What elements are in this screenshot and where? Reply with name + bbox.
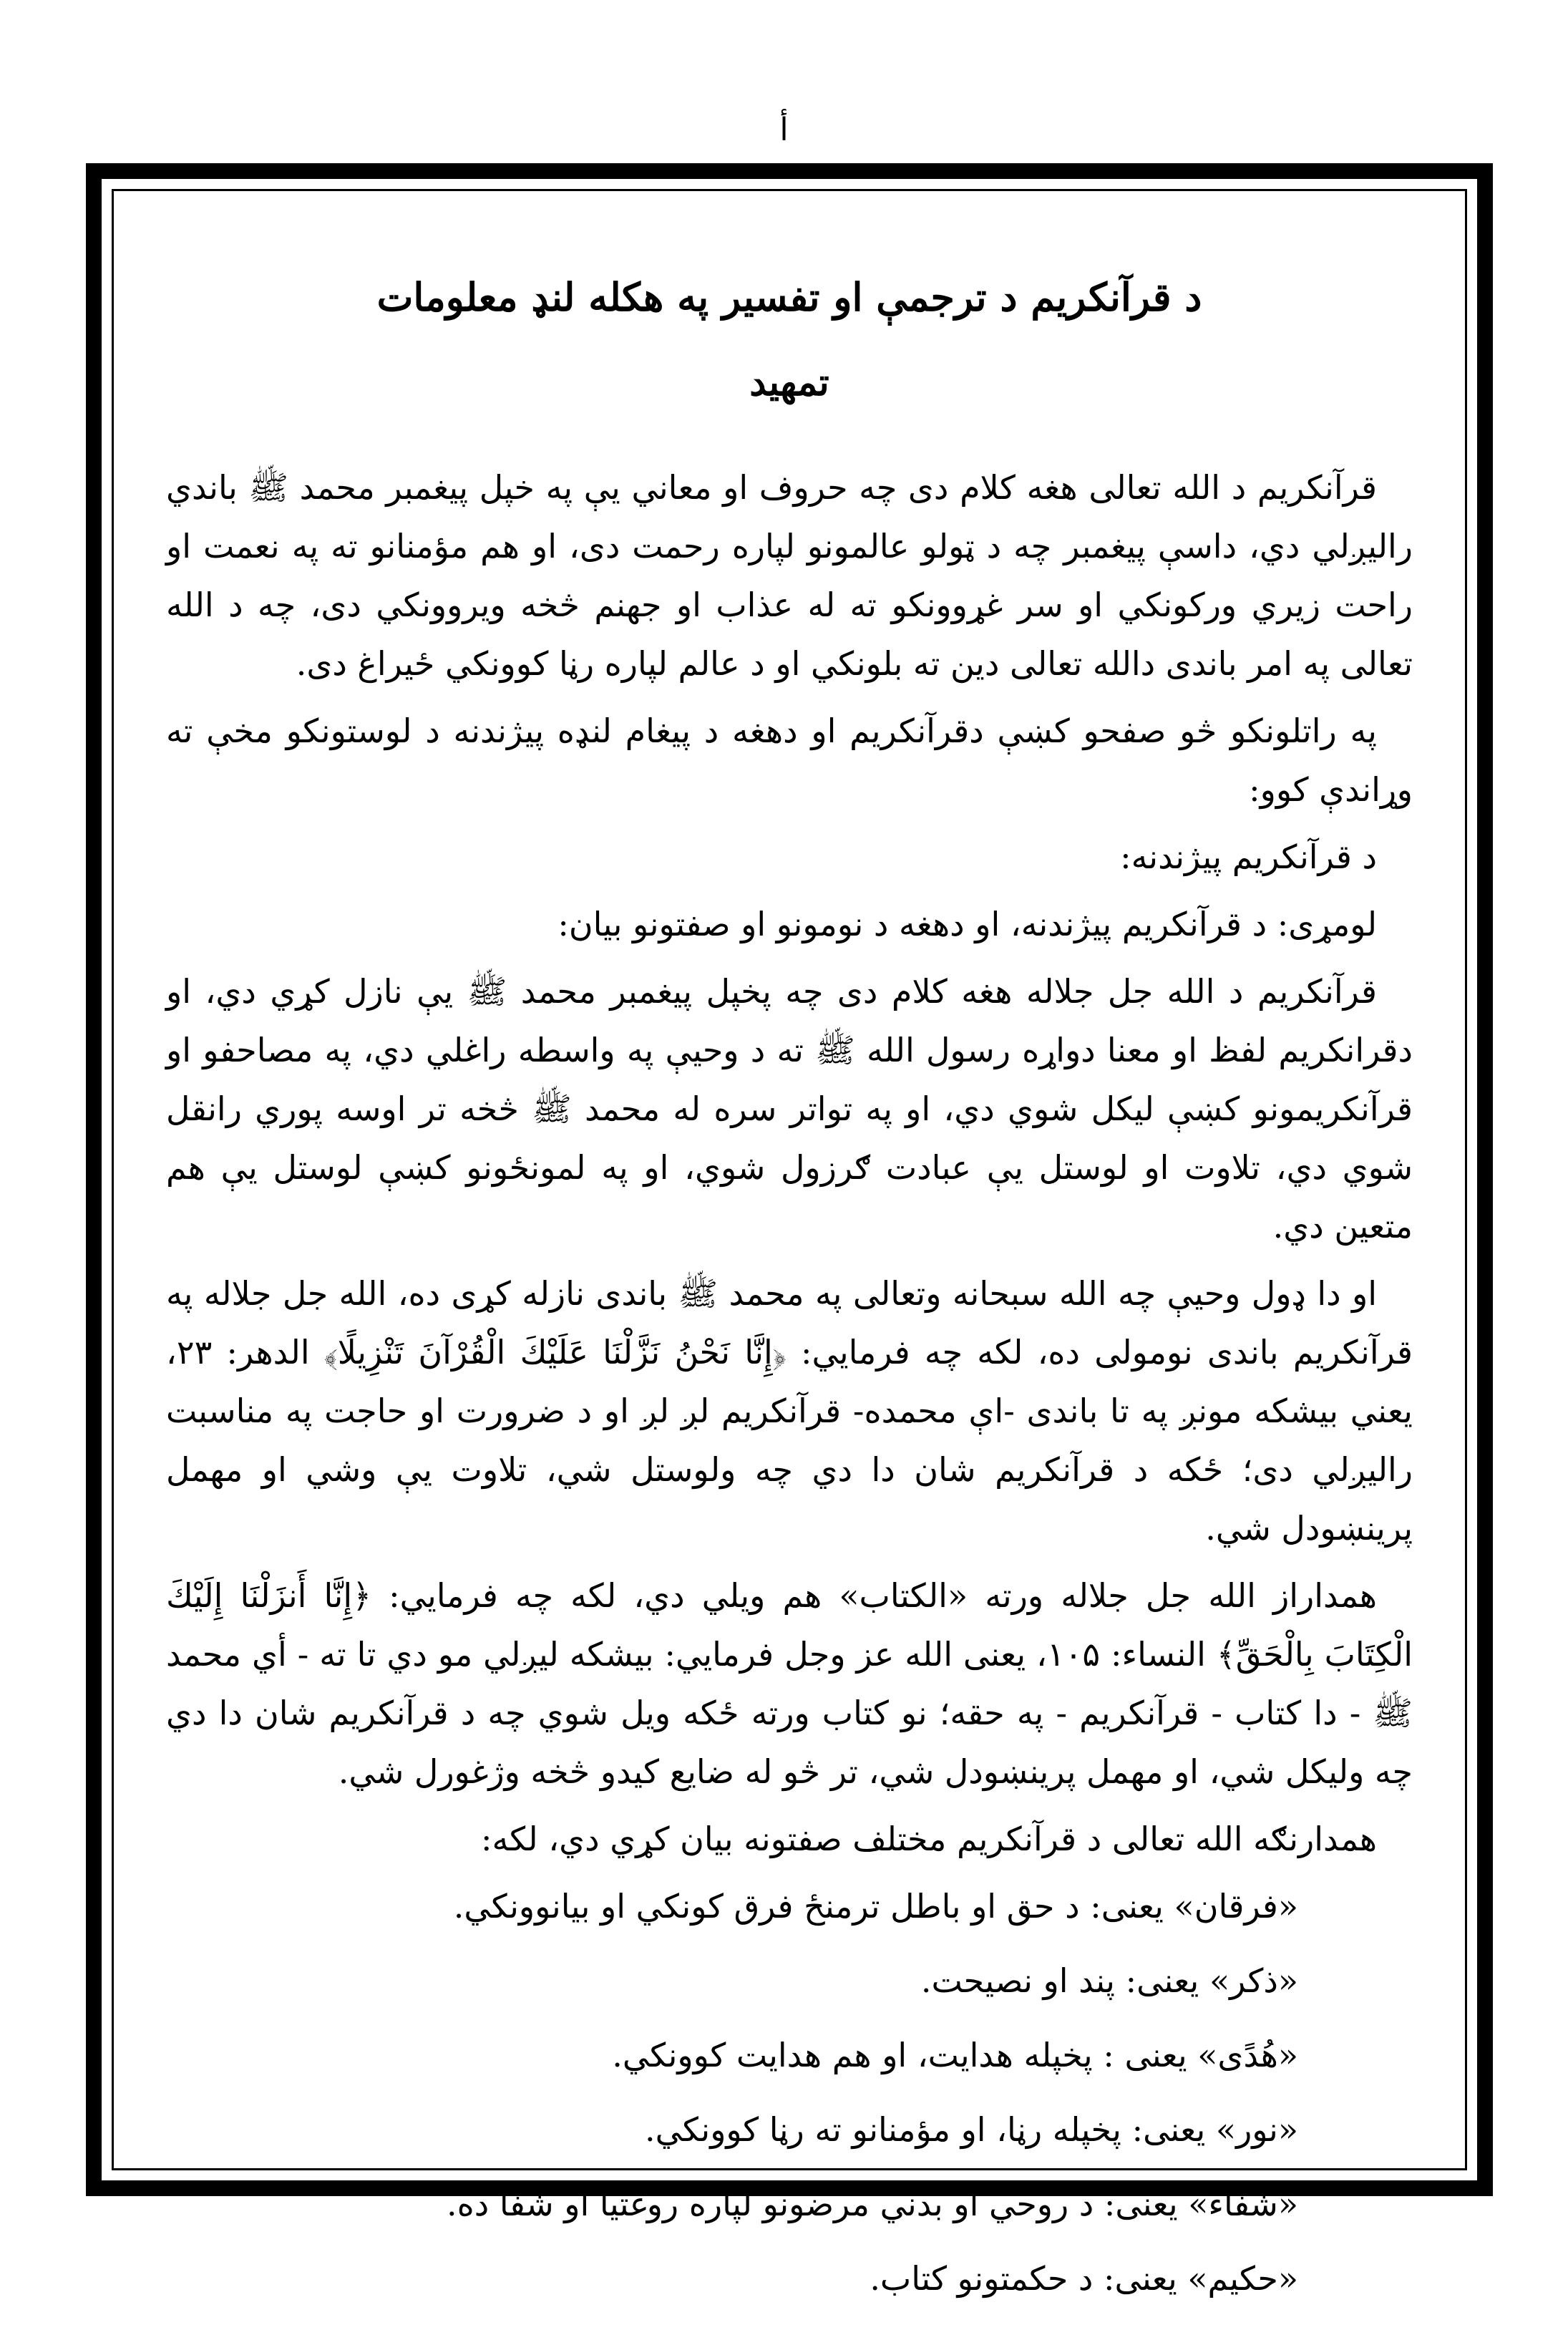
section-heading: تمهید: [749, 361, 829, 404]
kitab-paragraph: همداراز الله جل جلاله ورته «الکتاب» هم ویلي دي، لکه چه فرمایي: ﴿إِنَّا أَنزَلْنَا إِلَيْكَ الْكِتَابَ بِالْحَقِّ﴾ النساء: ۱۰۵، یعنی الله عز وجل فرمایي: بیشکه لیږلي مو دي تا ته - أي محمد ﷺ - دا کتاب - قرآنکریم - په حقه؛ نو کتاب ورته ځکه ویل شوي چه د قرآنکریم شان دا دي چه ولیکل شي، او مهمل پرینښودل شي، تر څو له ضایع کیدو څخه وژغورل شي.: [166, 1576, 1413, 1791]
list-item: «ذکر» یعنی: پند او نصیحت.: [920, 1961, 1298, 2000]
document-title: د قرآنکریم د ترجمې او تفسیر په هکله لنډ معلومات: [376, 274, 1202, 320]
document-body: [166, 265, 1413, 2298]
list-item: «نور» یعنی: پخپله رڼا، او مؤمنانو ته رڼا کوونکي.: [645, 2110, 1298, 2149]
naming-paragraph: او دا ډول وحیې چه الله سبحانه وتعالی په محمد ﷺ باندی نازله کړی ده، الله جل جلاله په قرآنکریم باندی نومولی ده، لکه چه فرمایي: ﴿إِنَّا نَحْنُ نَزَّلْنَا عَلَيْكَ الْقُرْآنَ تَنْزِيلًا﴾ الدهر: ۲۳، یعني بیشکه مونږ په تا باندی -اې محمده- قرآنکریم لږ لږ او د ضرورت او حاجت په مناسبت رالیږلي دی؛ ځکه د قرآنکریم شان دا دي چه ولوستل شي، تلاوت یې وشي او مهمل پرینښودل شي.: [166, 1274, 1413, 1548]
subsection-heading-first: لومړی: د قرآنکریم پیژندنه، او دهغه د نومونو او صفتونو بیان:: [557, 905, 1377, 943]
definition-paragraph: قرآنکریم د الله جل جلاله هغه کلام دی چه پخپل پیغمبر محمد ﷺ یې نازل کړي دي، او دقرانکریم لفظ او معنا دواړه رسول الله ﷺ ته د وحیې په واسطه راغلي دي، په مصاحفو او قرآنکریمونو کښې لیکل شوي دي، او په تواتر سره له محمد ﷺ څخه تر اوسه پوري رانقل شوي دي، تلاوت او لوستل یې عبادت ګرزول شوي، او په لمونځونو کښې لوستل یې هم متعین دي.: [166, 972, 1413, 1246]
attributes-intro: همدارنګه الله تعالی د قرآنکریم مختلف صفتونه بیان کړي دي، لکه:: [481, 1820, 1377, 1858]
list-item: «حکیم» یعنی: د حکمتونو کتاب.: [870, 2259, 1298, 2298]
section-heading-introduction: د قرآنکریم پیژندنه:: [1120, 838, 1377, 876]
page-frame: [86, 163, 1493, 2298]
page-number: أ: [779, 112, 789, 148]
list-item: «فرقان» یعنی: د حق او باطل ترمنځ فرق کونکي او بیانوونکي.: [453, 1887, 1298, 1926]
list-item: «شفاء» یعنی: د روحي او بدني مرضونو لپاره روغتیا او شفا ده.: [446, 2185, 1298, 2223]
overview-paragraph: په راتلونکو څو صفحو کښې دقرآنکریم او دهغه د پیغام لنډه پیژندنه د لوستونکو مخې ته وړاندې کوو:: [166, 712, 1413, 809]
intro-paragraph: قرآنکریم د الله تعالی هغه کلام دی چه حروف او معاني یې په خپل پیغمبر محمد ﷺ باندي رالیږلي دي، داسې پیغمبر چه د ټولو عالمونو لپاره رحمت دی، او هم مؤمنانو ته په نعمت او راحت زیري ورکونکي او سر غړوونکو ته له عذاب او جهنم څخه ویروونکي دی، چه د الله تعالی په امر باندی دالله تعالی دین ته بلونکي او د عالم لپاره رڼا کوونکي ځیراغ دی.: [166, 468, 1413, 683]
list-item: «هُدًى» یعنی : پخپله هدایت، او هم هدایت کوونکي.: [612, 2036, 1298, 2074]
attributes-list: [166, 1877, 1413, 2308]
